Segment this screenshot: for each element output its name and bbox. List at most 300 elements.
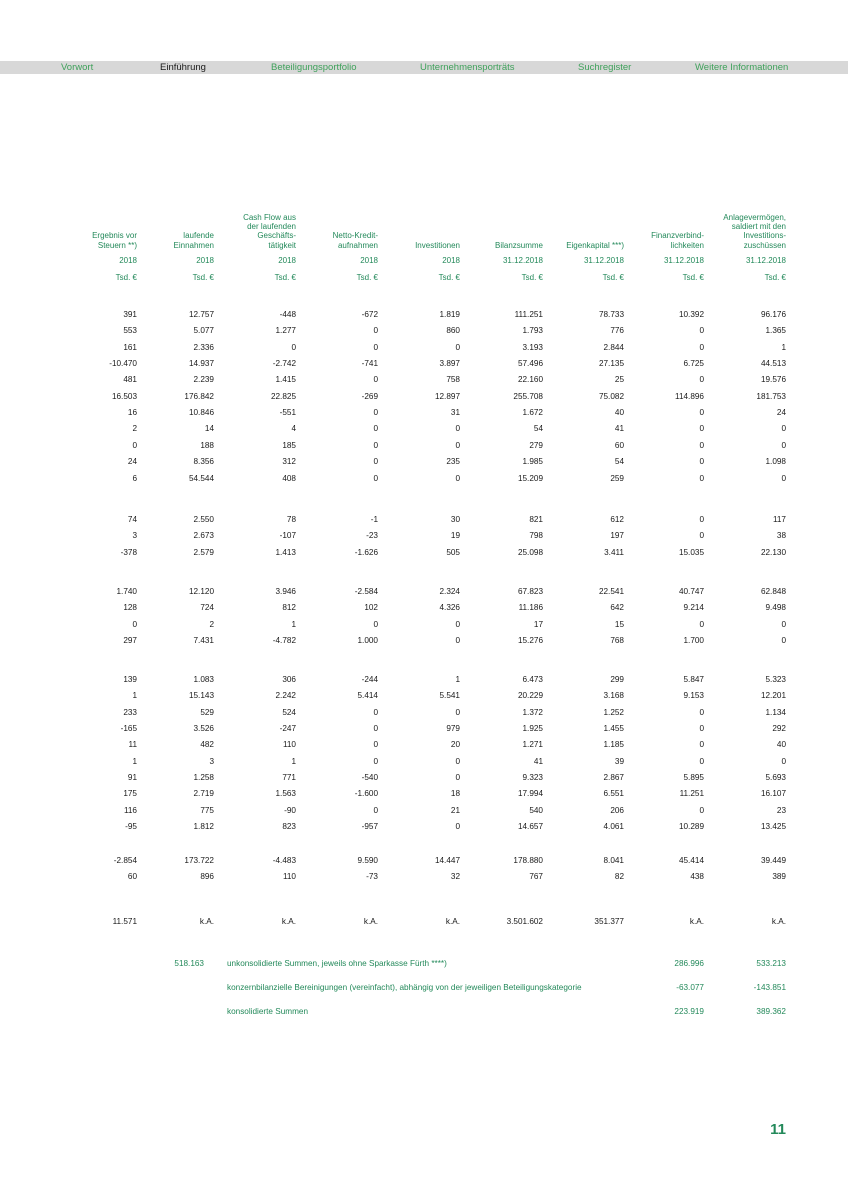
table-cell: 1 <box>132 691 137 701</box>
table-cell: 821 <box>529 515 543 524</box>
table-cell: 19.576 <box>760 375 786 385</box>
table-row <box>0 323 786 338</box>
table-cell: 74 <box>127 515 137 524</box>
table-cell: k.A. <box>281 917 296 926</box>
table-cell: 1.415 <box>275 375 296 385</box>
table-cell: 979 <box>446 724 460 734</box>
column-year: 2018 <box>442 256 460 265</box>
summary-line-value-1: 223.919 <box>674 1007 704 1016</box>
table-cell: k.A. <box>771 917 786 926</box>
table-row <box>0 819 786 834</box>
table-cell: 1 <box>781 342 786 352</box>
table-cell: 1 <box>455 675 460 684</box>
table-cell: 529 <box>200 707 214 717</box>
table-row <box>0 688 786 703</box>
table-cell: -269 <box>361 391 378 401</box>
table-cell: 2.324 <box>439 587 460 596</box>
table-cell: 11.251 <box>679 789 704 799</box>
table-cell: -1.626 <box>354 547 378 557</box>
row-label-stub <box>0 372 50 387</box>
row-label-stub <box>0 705 50 720</box>
table-cell: 0 <box>699 440 704 450</box>
row-label-stub <box>0 914 50 929</box>
table-cell: 299 <box>610 675 624 684</box>
table-cell: 6.473 <box>522 675 543 684</box>
table-cell: 25 <box>614 375 624 385</box>
table-cell: 297 <box>123 636 137 646</box>
table-cell: k.A. <box>689 917 704 926</box>
table-cell: 19 <box>450 531 460 541</box>
table-row <box>0 454 786 469</box>
table-cell: 0 <box>699 740 704 750</box>
table-cell: 2.719 <box>193 789 214 799</box>
table-cell: 2.844 <box>603 342 624 352</box>
table-cell: 6 <box>132 473 137 483</box>
table-cell: 78.733 <box>598 310 624 319</box>
table-cell: 0 <box>455 424 460 434</box>
table-cell: 1.793 <box>522 326 543 336</box>
table-cell: 0 <box>699 408 704 418</box>
table-cell: 896 <box>200 872 214 882</box>
table-cell: 40 <box>776 740 786 750</box>
table-row <box>0 754 786 769</box>
column-unit: Tsd. € <box>682 273 704 282</box>
table-row <box>0 803 786 818</box>
table-cell: 2.867 <box>603 773 624 783</box>
table-cell: 60 <box>614 440 624 450</box>
table-cell: -448 <box>279 310 296 319</box>
table-cell: -244 <box>361 675 378 684</box>
table-cell: 0 <box>699 473 704 483</box>
table-cell: 0 <box>699 515 704 524</box>
row-label-stub <box>0 454 50 469</box>
row-label-stub <box>0 737 50 752</box>
table-cell: 279 <box>529 440 543 450</box>
table-cell: 114.896 <box>675 391 704 401</box>
table-cell: 41 <box>614 424 624 434</box>
table-cell: 0 <box>781 619 786 629</box>
table-cell: -2.854 <box>113 856 137 865</box>
table-cell: 0 <box>455 822 460 832</box>
table-row <box>0 633 786 648</box>
table-cell: 1.365 <box>765 326 786 336</box>
table-row <box>0 914 786 929</box>
table-cell: 14.657 <box>517 822 543 832</box>
table-cell: 0 <box>699 707 704 717</box>
table-cell: 10.846 <box>188 408 214 418</box>
row-label-stub <box>0 754 50 769</box>
table-cell: 2.673 <box>193 531 214 541</box>
table-cell: 1.413 <box>275 547 296 557</box>
table-cell: 391 <box>123 310 137 319</box>
table-cell: 0 <box>781 424 786 434</box>
table-cell: 39.449 <box>760 856 786 865</box>
table-cell: 78 <box>286 515 296 524</box>
row-label-stub <box>0 803 50 818</box>
row-label-stub <box>0 786 50 801</box>
nav-link-4[interactable]: Unternehmensporträts <box>420 62 515 73</box>
row-label-stub <box>0 545 50 560</box>
table-cell: 82 <box>614 872 624 882</box>
table-cell: -4.483 <box>272 856 296 865</box>
column-unit: Tsd. € <box>274 273 296 282</box>
table-cell: 1.563 <box>275 789 296 799</box>
table-cell: 1.098 <box>765 457 786 467</box>
table-cell: 3.526 <box>193 724 214 734</box>
table-cell: 0 <box>455 440 460 450</box>
row-label-stub <box>0 471 50 486</box>
summary-line-label: konsolidierte Summen <box>227 1007 309 1016</box>
table-cell: 438 <box>690 872 704 882</box>
table-cell: -95 <box>125 822 137 832</box>
table-cell: -2.584 <box>354 587 378 596</box>
table-cell: 128 <box>123 603 137 613</box>
table-cell: 15.143 <box>188 691 214 701</box>
table-cell: 0 <box>781 756 786 766</box>
table-cell: 14 <box>204 424 214 434</box>
table-cell: 116 <box>123 805 137 815</box>
table-cell: 2.239 <box>193 375 214 385</box>
table-cell: 771 <box>282 773 296 783</box>
nav-link-1[interactable]: Vorwort <box>61 62 94 73</box>
table-cell: 7.431 <box>193 636 214 646</box>
table-cell: 17.994 <box>517 789 543 799</box>
table-cell: 2.550 <box>193 515 214 524</box>
table-cell: 235 <box>446 457 460 467</box>
table-row <box>0 737 786 752</box>
table-cell: 16 <box>127 408 137 418</box>
table-cell: 0 <box>373 756 378 766</box>
table-cell: 1.134 <box>765 707 786 717</box>
row-label-stub <box>0 600 50 615</box>
table-cell: 10.392 <box>678 310 704 319</box>
row-label-stub <box>0 421 50 436</box>
table-cell: 1.252 <box>603 707 624 717</box>
column-year: 31.12.2018 <box>583 256 624 265</box>
column-header: Bilanzsumme <box>494 240 543 250</box>
table-cell: -247 <box>279 724 296 734</box>
row-label-stub <box>0 307 50 322</box>
table-cell: 3.193 <box>522 342 543 352</box>
table-cell: 15.035 <box>678 547 704 557</box>
table-cell: 5.323 <box>765 675 786 684</box>
table-cell: 9.498 <box>765 603 786 613</box>
table-cell: 23 <box>776 805 786 815</box>
table-cell: 6.725 <box>683 359 704 369</box>
table-cell: 188 <box>200 440 214 450</box>
table-cell: 60 <box>127 872 137 882</box>
table-cell: 1.672 <box>522 408 543 418</box>
column-unit: Tsd. € <box>521 273 543 282</box>
table-cell: 14.447 <box>434 856 460 865</box>
table-cell: 408 <box>282 473 296 483</box>
table-cell: 39 <box>614 756 624 766</box>
table-row <box>0 405 786 420</box>
table-cell: 553 <box>123 326 137 336</box>
summary-total-value: 518.163 <box>174 959 204 968</box>
table-cell: 1.455 <box>603 724 624 734</box>
table-cell: 6.551 <box>603 789 624 799</box>
row-label-stub <box>0 617 50 632</box>
table-cell: 18 <box>450 789 460 799</box>
nav-link-2[interactable]: Einführung <box>160 62 206 73</box>
table-cell: 206 <box>610 805 624 815</box>
summary-line-value-2: -143.851 <box>753 983 786 992</box>
table-cell: 0 <box>291 342 296 352</box>
column-header: Investitionen <box>415 240 460 250</box>
table-cell: 2 <box>132 424 137 434</box>
table-cell: 5.847 <box>683 675 704 684</box>
table-cell: 306 <box>282 675 296 684</box>
summary-line-label: unkonsolidierte Summen, jeweils ohne Sparkasse Fürth ****) <box>227 959 447 968</box>
table-cell: 4 <box>291 424 296 434</box>
table-cell: 15.209 <box>517 473 543 483</box>
table-cell: 178.880 <box>513 856 543 865</box>
table-cell: -107 <box>279 531 296 541</box>
table-cell: 0 <box>699 342 704 352</box>
table-cell: 481 <box>123 375 137 385</box>
table-cell: 21 <box>450 805 460 815</box>
top-navigation <box>0 61 848 74</box>
summary-line-value-1: -63.077 <box>676 983 704 992</box>
table-cell: 96.176 <box>760 310 786 319</box>
row-label-stub <box>0 512 50 527</box>
table-cell: 482 <box>200 740 214 750</box>
table-cell: 176.842 <box>184 391 214 401</box>
table-cell: 1.740 <box>116 587 137 596</box>
table-cell: 15 <box>614 619 624 629</box>
column-unit: Tsd. € <box>192 273 214 282</box>
table-cell: 0 <box>373 707 378 717</box>
nav-link-5[interactable]: Suchregister <box>578 62 632 73</box>
table-cell: 27.135 <box>598 359 624 369</box>
table-cell: 3 <box>209 756 214 766</box>
nav-link-6[interactable]: Weitere Informationen <box>695 62 789 73</box>
table-cell: 1.700 <box>683 636 704 646</box>
row-label-stub <box>0 819 50 834</box>
table-cell: 57.496 <box>517 359 543 369</box>
column-year: 2018 <box>278 256 296 265</box>
table-row <box>0 356 786 371</box>
table-cell: 5.077 <box>193 326 214 336</box>
table-cell: 117 <box>772 515 786 524</box>
table-cell: 0 <box>373 724 378 734</box>
table-cell: 767 <box>529 872 543 882</box>
column-year: 2018 <box>196 256 214 265</box>
table-cell: 5.414 <box>357 691 378 701</box>
table-cell: 2.336 <box>193 342 214 352</box>
summary-line-value-1: 286.996 <box>674 959 704 968</box>
table-cell: 8.041 <box>603 856 624 865</box>
table-cell: 233 <box>123 707 137 717</box>
table-cell: 0 <box>699 756 704 766</box>
row-label-stub <box>0 853 50 868</box>
table-cell: 17 <box>533 619 543 629</box>
table-cell: 1 <box>291 756 296 766</box>
table-cell: 1.000 <box>357 636 378 646</box>
column-unit: Tsd. € <box>602 273 624 282</box>
page-number: 11 <box>770 1121 786 1138</box>
table-cell: 0 <box>373 440 378 450</box>
table-cell: 0 <box>132 440 137 450</box>
table-cell: 8.356 <box>193 457 214 467</box>
table-cell: 3.897 <box>439 359 460 369</box>
table-row <box>0 721 786 736</box>
table-row <box>0 786 786 801</box>
table-cell: 351.377 <box>594 917 624 926</box>
table-cell: 12.757 <box>188 310 214 319</box>
row-label-stub <box>0 389 50 404</box>
table-cell: 3.501.602 <box>506 917 543 926</box>
table-cell: 0 <box>373 375 378 385</box>
table-cell: k.A. <box>363 917 378 926</box>
table-cell: k.A. <box>445 917 460 926</box>
table-cell: -4.782 <box>272 636 296 646</box>
row-label-stub <box>0 688 50 703</box>
table-cell: 40.747 <box>678 587 704 596</box>
row-label-stub <box>0 721 50 736</box>
table-row <box>0 512 786 527</box>
table-row <box>0 705 786 720</box>
table-cell: 11.571 <box>112 917 137 926</box>
table-cell: 110 <box>282 740 296 750</box>
table-cell: 67.823 <box>517 587 543 596</box>
table-cell: 32 <box>450 872 460 882</box>
table-cell: 44.513 <box>760 359 786 369</box>
row-label-stub <box>0 633 50 648</box>
table-cell: 0 <box>781 440 786 450</box>
table-cell: 524 <box>282 707 296 717</box>
table-row <box>0 340 786 355</box>
row-label-stub <box>0 438 50 453</box>
table-cell: 24 <box>127 457 137 467</box>
column-unit: Tsd. € <box>356 273 378 282</box>
table-cell: 823 <box>282 822 296 832</box>
table-cell: 1.372 <box>522 707 543 717</box>
table-cell: 642 <box>610 603 624 613</box>
table-cell: -957 <box>361 822 378 832</box>
table-cell: 9.323 <box>522 773 543 783</box>
table-cell: 0 <box>699 457 704 467</box>
table-cell: 181.753 <box>756 391 786 401</box>
table-cell: 812 <box>282 603 296 613</box>
table-cell: 102 <box>364 603 378 613</box>
table-row <box>0 528 786 543</box>
table-cell: 1.083 <box>193 675 214 684</box>
table-cell: 776 <box>610 326 624 336</box>
table-cell: 389 <box>772 872 786 882</box>
table-row <box>0 584 786 599</box>
table-row <box>0 471 786 486</box>
column-year: 31.12.2018 <box>663 256 704 265</box>
table-cell: 0 <box>373 342 378 352</box>
table-cell: 3 <box>132 531 137 541</box>
column-year: 31.12.2018 <box>502 256 543 265</box>
table-row <box>0 869 786 884</box>
column-header: Netto-Kredit- aufnahmen <box>332 231 378 250</box>
table-cell: 45.414 <box>678 856 704 865</box>
table-cell: 5.693 <box>765 773 786 783</box>
table-cell: 0 <box>373 326 378 336</box>
table-cell: 175 <box>123 789 137 799</box>
table-cell: 4.326 <box>439 603 460 613</box>
table-cell: 1.812 <box>193 822 214 832</box>
table-cell: 775 <box>200 805 214 815</box>
table-cell: 505 <box>446 547 460 557</box>
table-cell: 22.825 <box>270 391 296 401</box>
table-cell: 0 <box>781 473 786 483</box>
table-cell: 1.985 <box>522 457 543 467</box>
table-row <box>0 372 786 387</box>
table-cell: 0 <box>373 740 378 750</box>
table-row <box>0 438 786 453</box>
summary-line-label: konzernbilanzielle Bereinigungen (vereinfacht), abhängig von der jeweiligen Beteiligungskategorie <box>227 983 582 992</box>
table-cell: -90 <box>284 805 296 815</box>
table-cell: 9.153 <box>683 691 704 701</box>
table-cell: 185 <box>282 440 296 450</box>
column-header: Anlagevermögen, saldiert mit den Investitions- zuschüssen <box>723 212 786 250</box>
column-header: laufende Einnahmen <box>173 231 214 250</box>
table-cell: 75.082 <box>598 391 624 401</box>
table-cell: -551 <box>279 408 296 418</box>
table-cell: 91 <box>127 773 137 783</box>
table-cell: 259 <box>610 473 624 483</box>
table-cell: 173.722 <box>184 856 214 865</box>
table-cell: -378 <box>120 547 137 557</box>
table-cell: 22.130 <box>760 547 786 557</box>
table-cell: 0 <box>373 408 378 418</box>
table-cell: 1.925 <box>522 724 543 734</box>
table-cell: 139 <box>123 675 137 684</box>
table-cell: -741 <box>361 359 378 369</box>
table-cell: 4.061 <box>603 822 624 832</box>
table-cell: 25.098 <box>517 547 543 557</box>
table-cell: 12.897 <box>434 391 460 401</box>
column-header: Finanzverbind- lichkeiten <box>651 231 704 250</box>
table-cell: 312 <box>282 457 296 467</box>
table-cell: 14.937 <box>188 359 214 369</box>
table-cell: 54.544 <box>188 473 214 483</box>
row-label-stub <box>0 340 50 355</box>
table-cell: 0 <box>455 473 460 483</box>
table-cell: 20.229 <box>517 691 543 701</box>
table-cell: 1.277 <box>275 326 296 336</box>
table-cell: 38 <box>776 531 786 541</box>
table-cell: 0 <box>699 326 704 336</box>
column-unit: Tsd. € <box>764 273 786 282</box>
table-cell: 10.289 <box>678 822 704 832</box>
table-cell: 20 <box>450 740 460 750</box>
table-cell: 62.848 <box>760 587 786 596</box>
table-cell: 2 <box>209 619 214 629</box>
table-cell: 2.579 <box>193 547 214 557</box>
nav-link-3[interactable]: Beteiligungsportfolio <box>271 62 357 73</box>
column-unit: Tsd. € <box>438 273 460 282</box>
table-cell: 255.708 <box>513 391 543 401</box>
table-cell: 111.251 <box>514 310 543 319</box>
table-cell: -73 <box>366 872 378 882</box>
table-cell: 3.946 <box>275 587 296 596</box>
table-row <box>0 307 786 322</box>
table-cell: 3.411 <box>604 547 624 557</box>
table-cell: 0 <box>455 619 460 629</box>
table-cell: 0 <box>373 457 378 467</box>
table-cell: 2.242 <box>275 691 296 701</box>
table-cell: 1 <box>132 756 137 766</box>
table-cell: -1.600 <box>354 789 378 799</box>
table-cell: 0 <box>373 805 378 815</box>
table-cell: 292 <box>772 724 786 734</box>
